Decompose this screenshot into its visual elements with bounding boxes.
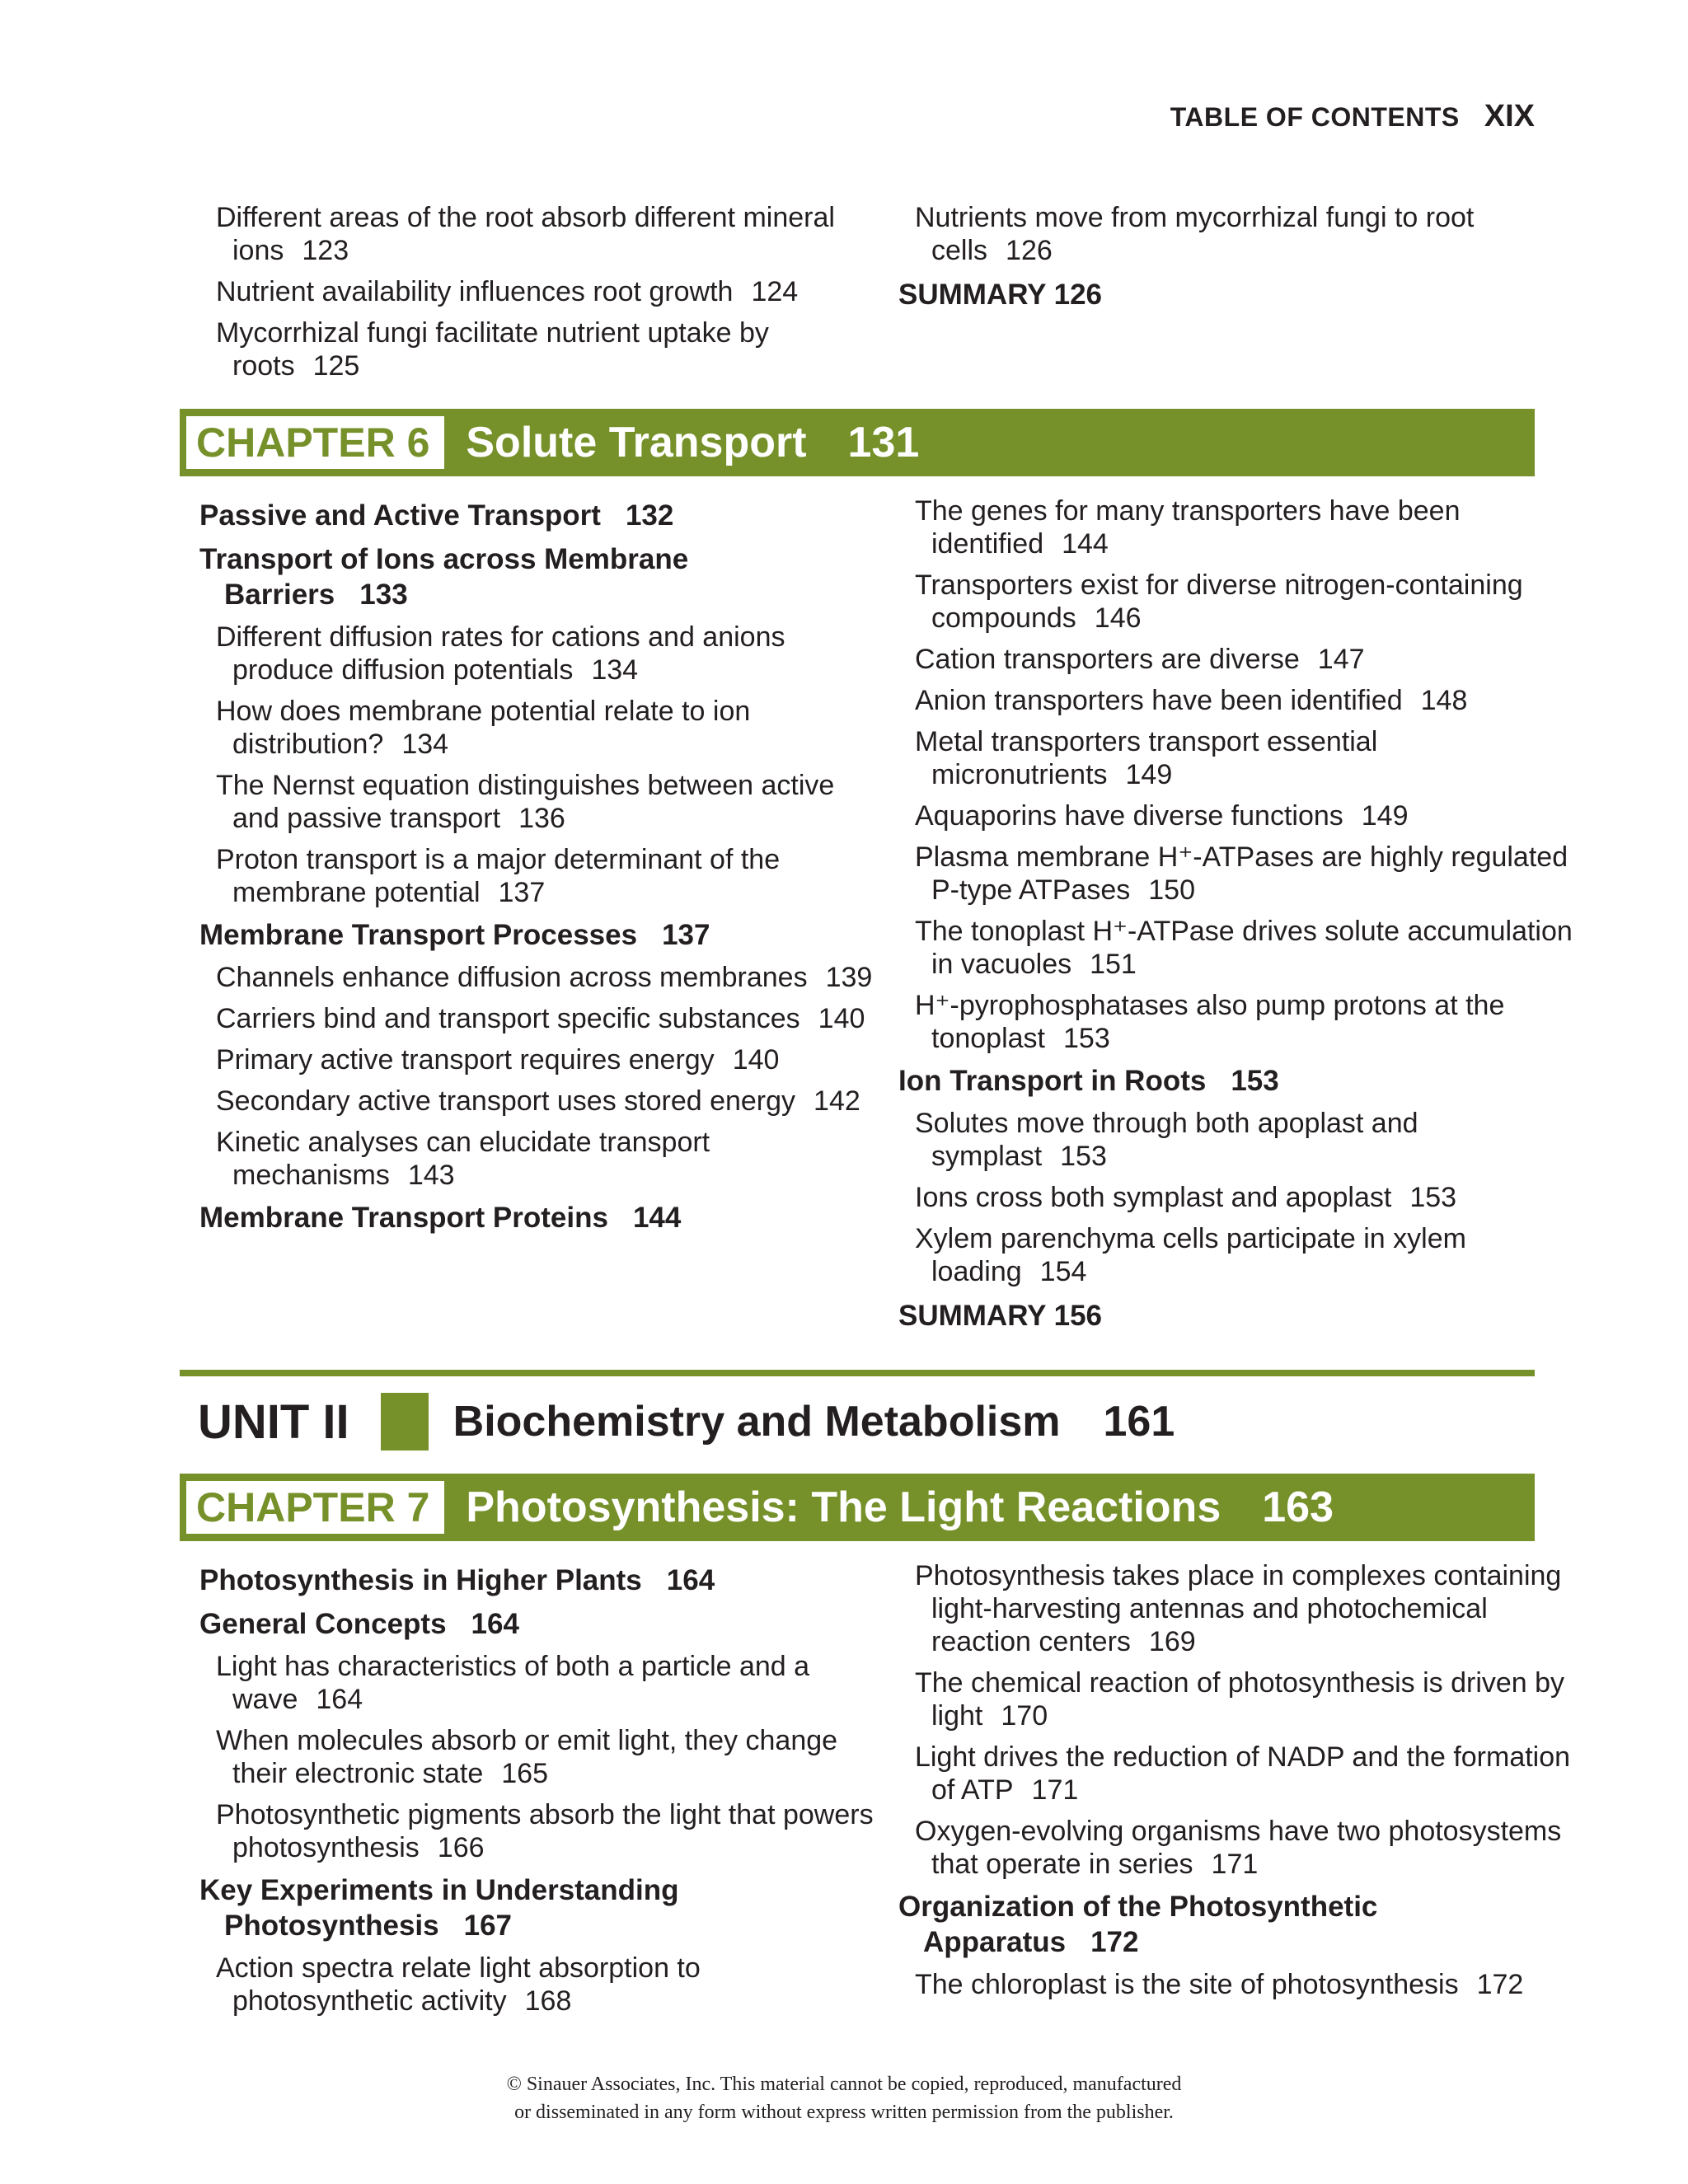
toc-entry[interactable]: Different areas of the root absorb different mineral ions 123 [216,202,835,266]
running-header [1170,99,1535,134]
toc-entry[interactable]: Metal transporters transport essential micronutrients 149 [915,726,1378,790]
toc-column-left [183,1559,875,2026]
toc-entry[interactable]: The tonoplast H⁺-ATPase drives solute accumulation in vacuoles 151 [915,916,1573,980]
copyright-line-2: or disseminated in any form without express written permission from the publisher. [514,2102,1174,2123]
chapter-6-contents [183,494,1574,1333]
toc-entry[interactable]: Oxygen-evolving organisms have two photosystems that operate in series 171 [915,1816,1562,1880]
toc-section[interactable]: Key Experiments in Understanding Photosynthesis 167 [199,1874,679,1942]
toc-section[interactable]: General Concepts 164 [199,1608,519,1640]
toc-entry[interactable]: How does membrane potential relate to ion distribution? 134 [216,696,751,760]
summary-entry[interactable]: SUMMARY 126 [898,279,1103,311]
toc-entry[interactable]: Proton transport is a major determinant of the membrane potential 137 [216,844,781,908]
toc-entry[interactable]: H⁺-pyrophosphatases also pump protons at the tonoplast 153 [915,990,1505,1054]
toc-entry[interactable]: Nutrient availability influences root growth 124 [216,276,799,307]
toc-entry[interactable]: Plasma membrane H⁺-ATPases are highly regulated P-type ATPases 150 [915,841,1568,906]
toc-entry[interactable]: Aquaporins have diverse functions 149 [915,800,1409,832]
unit-2-heading[interactable] [198,1393,1175,1451]
toc-entry[interactable]: Channels enhance diffusion across membranes 139 [216,962,873,993]
chapter-title: Photosynthesis: The Light Reactions 163 [466,1483,1334,1531]
toc-column-left [183,201,875,391]
unit-title: Biochemistry and Metabolism 161 [452,1398,1175,1446]
toc-entry[interactable]: Mycorrhizal fungi facilitate nutrient uptake by roots 125 [216,317,769,382]
toc-column-left [183,494,875,1333]
toc-entry[interactable]: Different diffusion rates for cations and anions produce diffusion potentials 134 [216,621,785,686]
toc-entry[interactable]: Light has characteristics of both a particle and a wave 164 [216,1651,810,1715]
toc-section[interactable]: Membrane Transport Processes 137 [199,919,710,951]
toc-entry[interactable]: Primary active transport requires energy 140 [216,1044,780,1076]
page-number: XIX [1484,99,1535,134]
toc-entry[interactable]: Transporters exist for diverse nitrogen-containing compounds 146 [915,569,1523,634]
toc-entry[interactable]: Ions cross both symplast and apoplast 153 [915,1182,1457,1213]
chapter-6-banner[interactable] [180,409,1535,476]
toc-entry[interactable]: When molecules absorb or emit light, they change their electronic state 165 [216,1725,838,1789]
copyright-notice [0,2070,1688,2126]
toc-entry[interactable]: The chemical reaction of photosynthesis is driven by light 170 [915,1667,1565,1732]
unit-label: UNIT II [198,1394,349,1449]
toc-entry[interactable]: Light drives the reduction of NADP and the formation of ATP 171 [915,1741,1571,1806]
chapter-7-contents [183,1559,1574,2026]
copyright-line-1: © Sinauer Associates, Inc. This material cannot be copied, reproduced, manufactured [506,2074,1182,2095]
chapter-label: CHAPTER 7 [186,1481,444,1534]
toc-entry[interactable]: The chloroplast is the site of photosynthesis 172 [915,1969,1524,2000]
toc-section[interactable]: Passive and Active Transport 132 [199,499,674,532]
toc-entry[interactable]: Action spectra relate light absorption to photosynthetic activity 168 [216,1952,701,2017]
running-head: TABLE OF CONTENTS [1170,102,1460,132]
toc-section[interactable]: Membrane Transport Proteins 144 [199,1202,682,1234]
toc-section[interactable]: Photosynthesis in Higher Plants 164 [199,1564,715,1596]
toc-entry[interactable]: Solutes move through both apoplast and symplast 153 [915,1108,1418,1172]
toc-entry[interactable]: Kinetic analyses can elucidate transport mechanisms 143 [216,1127,710,1191]
toc-continued-section [183,201,1574,391]
toc-entry[interactable]: Anion transporters have been identified 148 [915,685,1468,716]
toc-section[interactable]: Ion Transport in Roots 153 [898,1065,1279,1097]
toc-section[interactable]: Transport of Ions across Membrane Barriers 133 [199,543,689,611]
toc-section[interactable]: Organization of the Photosynthetic Apparatus 172 [898,1891,1378,1958]
toc-entry[interactable]: Photosynthesis takes place in complexes containing light-harvesting antennas and photochemical reaction centers 169 [915,1560,1562,1657]
chapter-7-banner[interactable] [180,1474,1535,1541]
summary-entry[interactable]: SUMMARY 156 [898,1300,1103,1332]
toc-entry[interactable]: Nutrients move from mycorrhizal fungi to root cells 126 [915,202,1475,266]
toc-entry[interactable]: Carriers bind and transport specific substances 140 [216,1003,865,1034]
toc-entry[interactable]: The Nernst equation distinguishes between active and passive transport 136 [216,770,835,834]
toc-entry[interactable]: Secondary active transport uses stored energy 142 [216,1085,860,1117]
toc-entry[interactable]: The genes for many transporters have been identified 144 [915,495,1461,560]
toc-column-right [882,494,1574,1333]
toc-entry[interactable]: Xylem parenchyma cells participate in xylem loading 154 [915,1223,1466,1287]
chapter-title: Solute Transport 131 [466,419,920,466]
toc-column-right [882,1559,1574,2026]
toc-entry[interactable]: Cation transporters are diverse 147 [915,644,1365,675]
toc-entry[interactable]: Photosynthetic pigments absorb the light that powers photosynthesis 166 [216,1799,874,1863]
chapter-label: CHAPTER 6 [186,416,444,469]
unit-divider [180,1370,1535,1376]
toc-column-right [882,201,1574,391]
unit-square-ornament [381,1393,429,1451]
